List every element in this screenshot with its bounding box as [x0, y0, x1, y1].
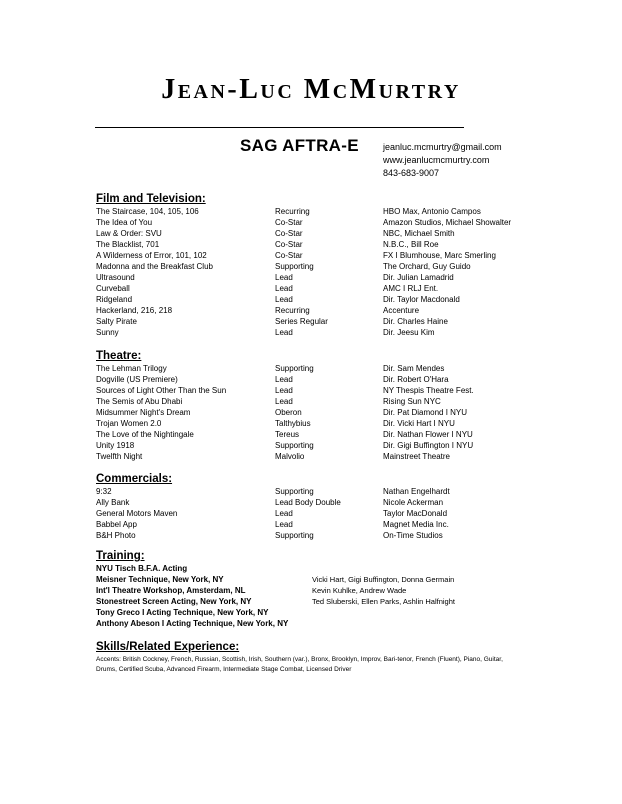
theatre-credit-row-cell-1: Midsummer Night's Dream: [96, 408, 191, 417]
commercial-credit-row: [96, 530, 443, 541]
theatre-credit-row-cell-2: Malvolio: [275, 452, 305, 461]
commercial-credit-row-cell-1: 9:32: [96, 487, 112, 496]
commercial-credit-row-cell-1: General Motors Maven: [96, 509, 178, 518]
theatre-credit-row-cell-1: The Lehman Trilogy: [96, 364, 167, 373]
training-row-cell-1: NYU Tisch B.F.A. Acting: [96, 564, 188, 573]
film-credit-row-cell-1: Sunny: [96, 328, 119, 337]
commercial-credit-row-cell-3: Nathan Engelhardt: [383, 487, 450, 496]
film-credit-row: [96, 316, 448, 327]
film-credit-row: [96, 261, 471, 272]
theatre-credit-row-cell-2: Talthybius: [275, 419, 311, 428]
training-row: [96, 618, 289, 629]
training-row: [96, 607, 269, 618]
commercial-credit-row-cell-2: Lead: [275, 509, 293, 518]
theatre-credit-row-cell-3: NY Thespis Theatre Fest.: [383, 386, 474, 395]
film-credit-row-cell-1: Salty Pirate: [96, 317, 137, 326]
theatre-credit-row: [96, 451, 450, 462]
theatre-credit-row: [96, 396, 441, 407]
theatre-credit-row-cell-3: Dir. Nathan Flower I NYU: [383, 430, 473, 439]
film-credit-row: [96, 228, 455, 239]
film-credit-row-cell-3: NBC, Michael Smith: [383, 229, 455, 238]
theatre-credit-row-cell-2: Supporting: [275, 364, 314, 373]
contact-block: [383, 141, 502, 180]
theatre-heading: Theatre:: [96, 350, 142, 362]
film-credit-row-cell-2: Lead: [275, 273, 293, 282]
theatre-credit-row-cell-3: Dir. Gigi Buffington I NYU: [383, 441, 474, 450]
theatre-credit-row-cell-3: Dir. Sam Mendes: [383, 364, 445, 373]
film-credit-row-cell-3: HBO Max, Antonio Campos: [383, 207, 481, 216]
theatre-credit-row: [96, 440, 474, 451]
skills-section: [96, 640, 506, 675]
film-credit-row: [96, 250, 496, 261]
film-credit-row-cell-3: AMC I RLJ Ent.: [383, 284, 439, 293]
film-credit-row-cell-3: FX I Blumhouse, Marc Smerling: [383, 251, 496, 260]
film-credit-row: [96, 327, 435, 338]
union-affiliation: SAG AFTRA-E: [240, 136, 359, 155]
theatre-credit-row-cell-2: Supporting: [275, 441, 314, 450]
theatre-credit-row-cell-1: Trojan Women 2.0: [96, 419, 162, 428]
film-credit-row-cell-1: Law & Order: SVU: [96, 229, 162, 238]
film-credit-row-cell-3: Amazon Studios, Michael Showalter: [383, 218, 512, 227]
theatre-credit-row-cell-1: Unity 1918: [96, 441, 135, 450]
film-credit-row-cell-1: Ridgeland: [96, 295, 133, 304]
email-text: jeanluc.mcmurtry@gmail.com: [383, 142, 502, 152]
training-row: [96, 585, 407, 596]
training-row-cell-1: Anthony Abeson I Acting Technique, New York, NY: [96, 619, 289, 628]
phone-text: 843-683-9007: [383, 168, 440, 178]
theatre-credit-row: [96, 429, 473, 440]
theatre-credit-row: [96, 407, 468, 418]
theatre-section: [96, 349, 474, 462]
film-credit-row: [96, 217, 512, 228]
film-credit-row-cell-1: The Staircase, 104, 105, 106: [96, 207, 199, 216]
theatre-credit-row-cell-3: Mainstreet Theatre: [383, 452, 450, 461]
film-tv-heading: Film and Television:: [96, 193, 206, 205]
theatre-credit-row-cell-2: Lead: [275, 397, 293, 406]
film-credit-row: [96, 272, 454, 283]
commercial-credit-row-cell-1: Babbel App: [96, 520, 137, 529]
training-row-cell-2: Ted Sluberski, Ellen Parks, Ashlin Halfnight: [312, 597, 455, 606]
film-credit-row-cell-1: Madonna and the Breakfast Club: [96, 262, 213, 271]
theatre-credit-row: [96, 363, 445, 374]
commercial-credit-row-cell-3: Nicole Ackerman: [383, 498, 444, 507]
film-credit-row-cell-2: Co-Star: [275, 229, 303, 238]
film-credit-row-cell-2: Supporting: [275, 262, 314, 271]
training-row-cell-2: Vicki Hart, Gigi Buffington, Donna Germain: [312, 575, 455, 584]
commercial-credit-row-cell-3: On-Time Studios: [383, 531, 443, 540]
theatre-credit-row-cell-1: Twelfth Night: [96, 452, 143, 461]
film-credit-row-cell-2: Recurring: [275, 207, 310, 216]
theatre-credit-row: [96, 418, 455, 429]
theatre-credit-row-cell-2: Oberon: [275, 408, 302, 417]
film-credit-row-cell-3: Dir. Jeesu Kim: [383, 328, 435, 337]
commercial-credit-row-cell-2: Lead: [275, 520, 293, 529]
header-divider: [95, 127, 464, 128]
commercial-credit-row-cell-2: Lead Body Double: [275, 498, 341, 507]
training-row: [96, 563, 188, 574]
commercial-credit-row-cell-2: Supporting: [275, 487, 314, 496]
commercial-credit-row: [96, 508, 448, 519]
commercial-credit-row-cell-1: B&H Photo: [96, 531, 136, 540]
commercial-credit-row: [96, 519, 449, 530]
training-row-cell-1: Int'l Theatre Workshop, Amsterdam, NL: [96, 586, 246, 595]
film-credit-row-cell-2: Co-Star: [275, 251, 303, 260]
film-credit-row-cell-2: Lead: [275, 295, 293, 304]
training-heading: Training:: [96, 550, 145, 562]
theatre-credit-row-cell-3: Dir. Robert O'Hara: [383, 375, 449, 384]
commercial-credit-row: [96, 497, 444, 508]
film-credit-row-cell-3: Dir. Charles Haine: [383, 317, 448, 326]
film-credit-row-cell-3: Accenture: [383, 306, 420, 315]
theatre-credit-row-cell-1: Dogville (US Premiere): [96, 375, 178, 384]
theatre-credit-row: [96, 374, 449, 385]
training-row-cell-2: Kevin Kuhlke, Andrew Wade: [312, 586, 407, 595]
film-credit-row: [96, 283, 439, 294]
film-credit-row-cell-3: Dir. Julian Lamadrid: [383, 273, 454, 282]
film-credit-row-cell-1: The Blacklist, 701: [96, 240, 160, 249]
theatre-credit-row-cell-2: Lead: [275, 375, 293, 384]
commercials-section: [96, 472, 450, 541]
commercial-credit-row-cell-2: Supporting: [275, 531, 314, 540]
film-credit-row-cell-2: Co-Star: [275, 218, 303, 227]
film-credit-row-cell-1: Ultrasound: [96, 273, 135, 282]
theatre-credit-row-cell-3: Rising Sun NYC: [383, 397, 441, 406]
film-credit-row-cell-3: N.B.C., Bill Roe: [383, 240, 439, 249]
training-row-cell-1: Meisner Technique, New York, NY: [96, 575, 224, 584]
resume-name: Jean-Luc McMurtry: [161, 74, 461, 105]
film-credit-row-cell-2: Lead: [275, 328, 293, 337]
website-text: www.jeanlucmcmurtry.com: [383, 155, 490, 165]
film-credit-row-cell-1: The Idea of You: [96, 218, 153, 227]
film-credit-row-cell-3: The Orchard, Guy Guido: [383, 262, 471, 271]
commercial-credit-row-cell-3: Taylor MacDonald: [383, 509, 448, 518]
theatre-credit-row-cell-2: Tereus: [275, 430, 300, 439]
theatre-credit-row-cell-1: The Love of the Nightingale: [96, 430, 194, 439]
theatre-credit-row-cell-2: Lead: [275, 386, 293, 395]
film-credit-row-cell-1: Hackerland, 216, 218: [96, 306, 173, 315]
training-row: [96, 596, 455, 607]
film-credit-row-cell-1: Curveball: [96, 284, 130, 293]
film-tv-section: [96, 192, 512, 338]
film-credit-row-cell-2: Lead: [275, 284, 293, 293]
film-credit-row-cell-3: Dir. Taylor Macdonald: [383, 295, 460, 304]
commercials-heading: Commercials:: [96, 473, 173, 485]
film-credit-row-cell-2: Series Regular: [275, 317, 328, 326]
skills-heading: Skills/Related Experience:: [96, 641, 240, 653]
theatre-credit-row-cell-1: The Semis of Abu Dhabi: [96, 397, 183, 406]
commercial-credit-row: [96, 486, 450, 497]
theatre-credit-row: [96, 385, 474, 396]
film-credit-row: [96, 294, 460, 305]
commercial-credit-row-cell-3: Magnet Media Inc.: [383, 520, 449, 529]
film-credit-row-cell-1: A Wilderness of Error, 101, 102: [96, 251, 207, 260]
film-credit-row-cell-2: Co-Star: [275, 240, 303, 249]
training-section: [96, 549, 455, 629]
theatre-credit-row-cell-1: Sources of Light Other Than the Sun: [96, 386, 227, 395]
film-credit-row: [96, 239, 439, 250]
training-row: [96, 574, 455, 585]
training-row-cell-1: Stonestreet Screen Acting, New York, NY: [96, 597, 252, 606]
skills-text: Accents: British Cockney, French, Russian, Scottish, Irish, Southern (var.), Bronx, Brooklyn, Improv, Bari-tenor, French (Fluent), Piano, Guitar, Drums, Certified Scuba, Advanced Firearm, Intermediate Stage Combat, Licensed Driver: [96, 656, 503, 673]
commercial-credit-row-cell-1: Ally Bank: [96, 498, 130, 507]
film-credit-row: [96, 305, 420, 316]
theatre-credit-row-cell-3: Dir. Pat Diamond I NYU: [383, 408, 468, 417]
theatre-credit-row-cell-3: Dir. Vicki Hart I NYU: [383, 419, 455, 428]
training-row-cell-1: Tony Greco I Acting Technique, New York, NY: [96, 608, 269, 617]
film-credit-row: [96, 206, 481, 217]
film-credit-row-cell-2: Recurring: [275, 306, 310, 315]
